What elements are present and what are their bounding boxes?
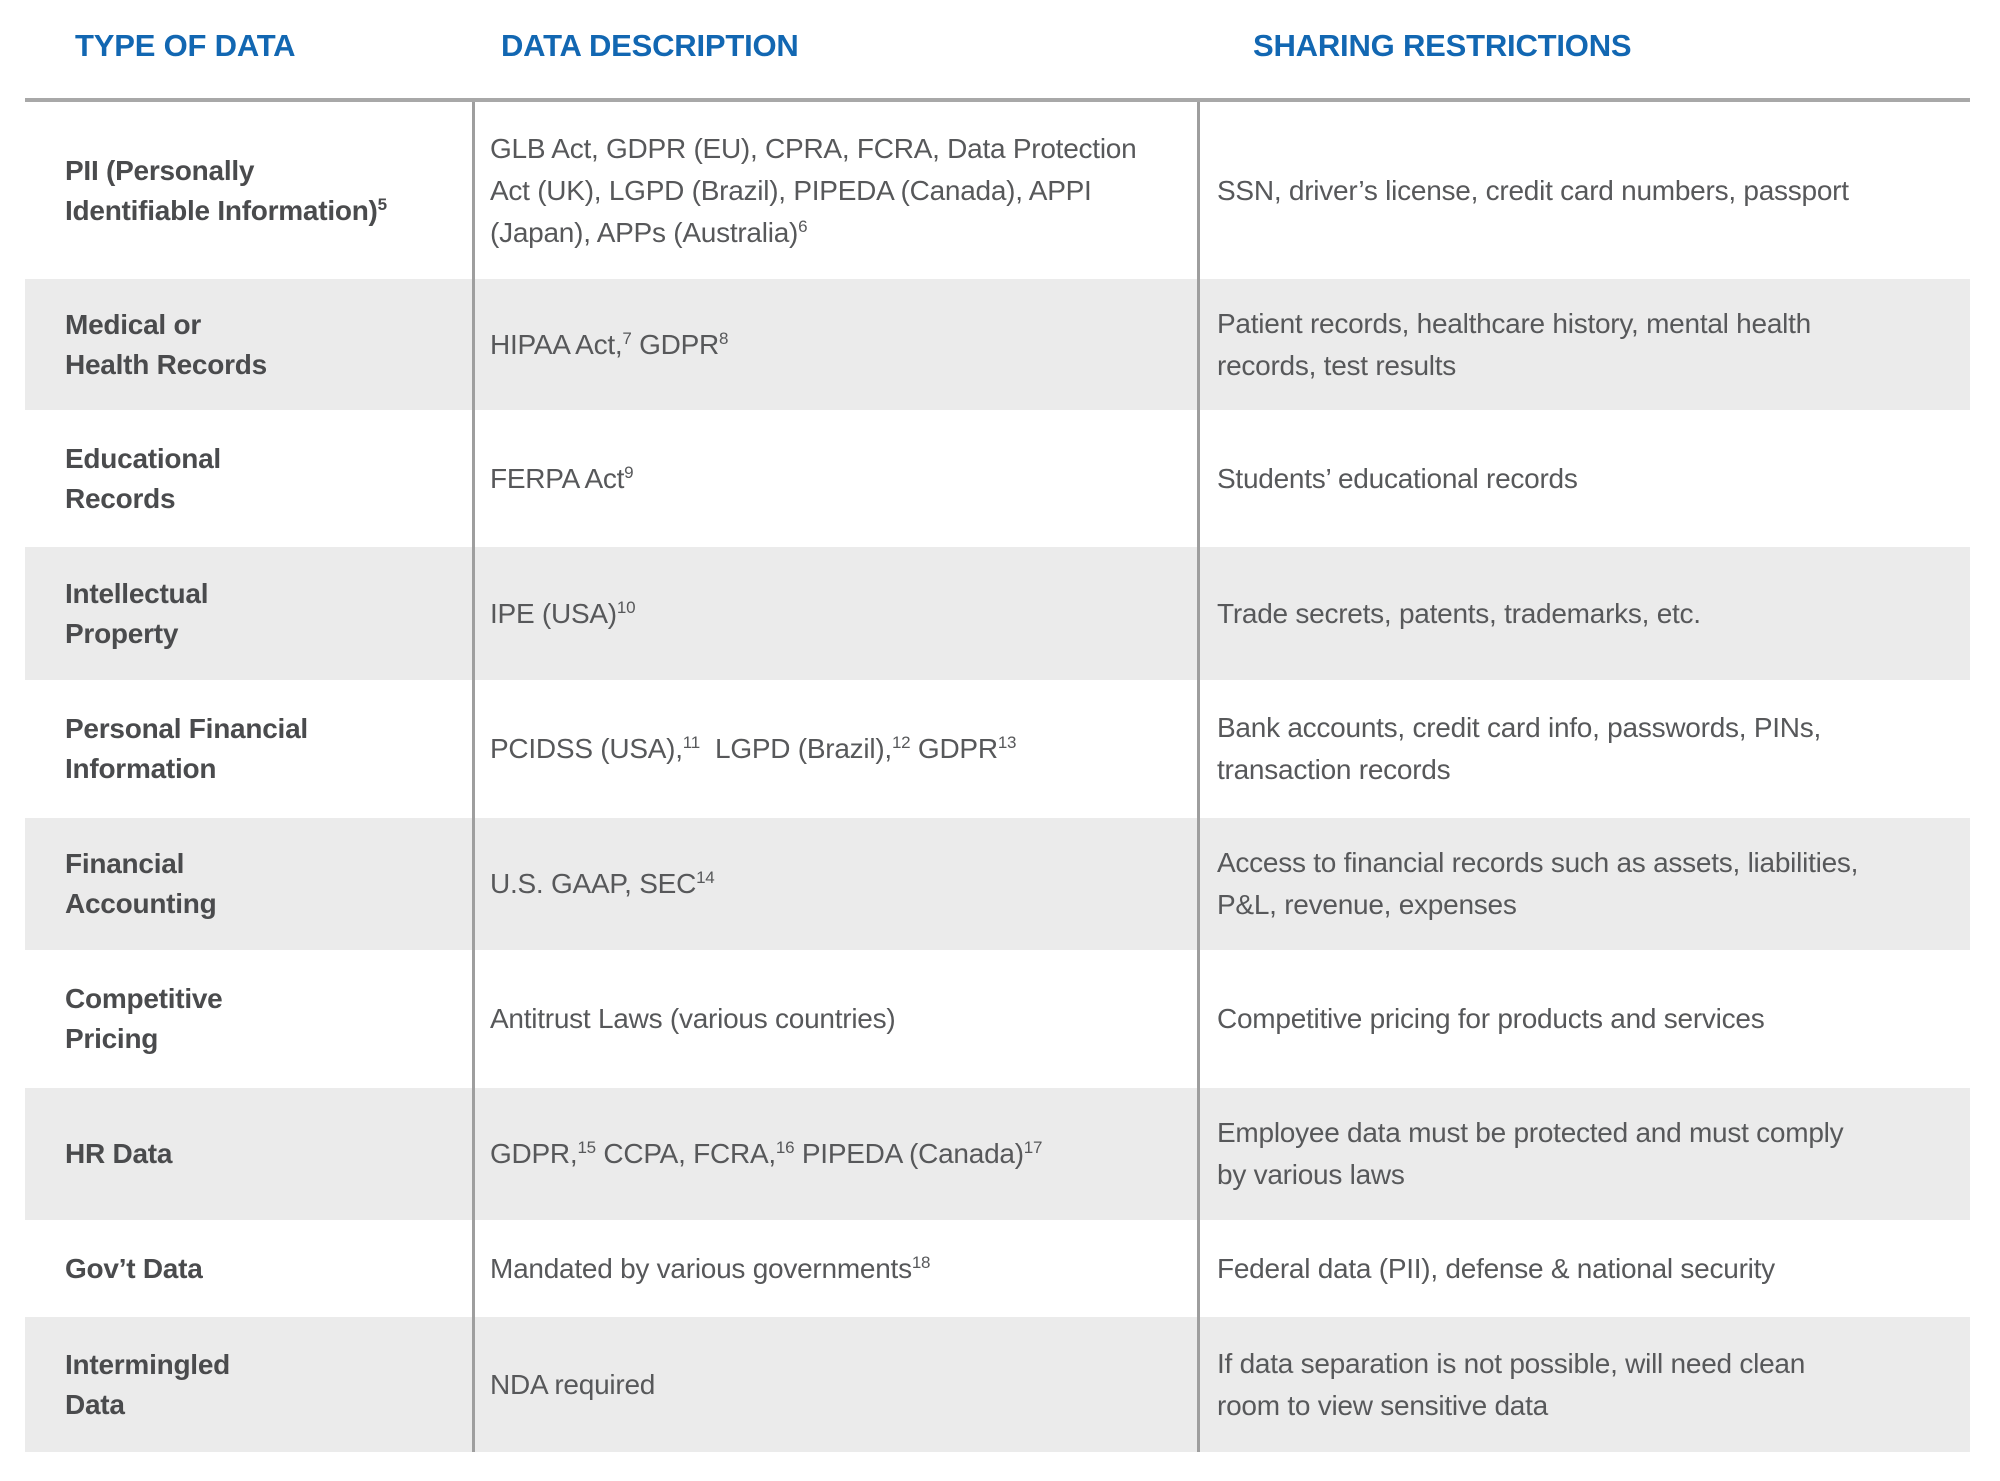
column-header-type-of-data: TYPE OF DATA — [75, 28, 296, 63]
table-row — [25, 410, 1970, 547]
sharing-restrictions-cell — [1197, 818, 1970, 950]
column-divider-line-1 — [472, 102, 475, 1452]
table-row — [25, 680, 1970, 818]
data-description-cell — [472, 818, 1197, 950]
type-of-data-text: Personal Financial Information — [65, 713, 308, 784]
data-description-cell — [472, 547, 1197, 680]
data-description-cell — [472, 1317, 1197, 1452]
data-description-text: HIPAA Act,$^7$ GDPR$^8$ — [490, 328, 729, 360]
data-description-cell — [472, 102, 1197, 279]
type-of-data-text: Medical or Health Records — [65, 308, 267, 380]
column-header-data-description: DATA DESCRIPTION — [501, 28, 799, 63]
data-description-cell — [472, 680, 1197, 818]
data-description-cell — [472, 410, 1197, 547]
data-description-text: GLB Act, GDPR (EU), CPRA, FCRA, Data Protection Act (UK), LGPD (Brazil), PIPEDA (Canada), APPI (Japan), APPs (Australia)$^6$ — [490, 132, 1137, 248]
data-description-cell — [472, 279, 1197, 410]
sharing-restrictions-cell — [1197, 680, 1970, 818]
sharing-restrictions-text: Patient records, healthcare history, mental health records, test results — [1217, 307, 1811, 381]
type-of-data-cell — [25, 1317, 472, 1452]
type-of-data-cell — [25, 410, 472, 547]
sharing-restrictions-text: Students’ educational records — [1217, 462, 1578, 494]
data-description-text: Mandated by various governments$^{18}$ — [490, 1252, 931, 1284]
data-description-text: IPE (USA)$^{10}$ — [490, 597, 636, 629]
type-of-data-text: Gov’t Data — [65, 1252, 203, 1284]
type-of-data-text: PII (Personally Identifiable Information)$^5$ — [65, 154, 387, 226]
sharing-restrictions-text: Employee data must be protected and must comply by various laws — [1217, 1117, 1844, 1190]
type-of-data-cell — [25, 950, 472, 1088]
sharing-restrictions-text: If data separation is not possible, will need clean room to view sensitive data — [1217, 1347, 1806, 1421]
table-row — [25, 1088, 1970, 1220]
table-row — [25, 1317, 1970, 1452]
type-of-data-text: Educational Records — [65, 442, 221, 514]
sharing-restrictions-text: Bank accounts, credit card info, passwords, PINs, transaction records — [1217, 712, 1822, 785]
type-of-data-cell — [25, 547, 472, 680]
type-of-data-text: Competitive Pricing — [65, 983, 223, 1054]
table-row — [25, 547, 1970, 680]
column-divider-line-2 — [1197, 102, 1200, 1452]
data-description-text: FERPA Act$^9$ — [490, 462, 634, 494]
sharing-restrictions-cell — [1197, 1220, 1970, 1317]
type-of-data-text: Intermingled Data — [65, 1348, 231, 1420]
type-of-data-text: Financial Accounting — [65, 848, 217, 919]
data-description-cell — [472, 1220, 1197, 1317]
table-body — [25, 98, 1970, 1452]
data-description-cell — [472, 1088, 1197, 1220]
type-of-data-cell — [25, 279, 472, 410]
table-header-row — [25, 0, 1970, 98]
column-header-sharing-restrictions: SHARING RESTRICTIONS — [1253, 28, 1632, 63]
type-of-data-text: Intellectual Property — [65, 577, 209, 649]
sharing-restrictions-text: Competitive pricing for products and services — [1217, 1003, 1765, 1034]
type-of-data-cell — [25, 818, 472, 950]
data-description-cell — [472, 950, 1197, 1088]
data-description-text: GDPR,$^{15}$ CCPA, FCRA,$^{16}$ PIPEDA (Canada)$^{17}$ — [490, 1138, 1043, 1169]
sharing-restrictions-text: Trade secrets, patents, trademarks, etc. — [1217, 597, 1701, 629]
sharing-restrictions-cell — [1197, 1088, 1970, 1220]
data-description-text: NDA required — [490, 1368, 656, 1400]
table-row — [25, 102, 1970, 279]
data-description-text: Antitrust Laws (various countries) — [490, 1003, 896, 1034]
sharing-restrictions-text: SSN, driver’s license, credit card numbers, passport — [1217, 174, 1849, 206]
table-row — [25, 818, 1970, 950]
sharing-restrictions-cell — [1197, 102, 1970, 279]
table-row — [25, 279, 1970, 410]
type-of-data-cell — [25, 680, 472, 818]
sharing-restrictions-text: Federal data (PII), defense & national security — [1217, 1252, 1775, 1284]
type-of-data-text: HR Data — [65, 1138, 173, 1169]
data-description-text: PCIDSS (USA),$^{11}$ LGPD (Brazil),$^{12}$ GDPR$^{13}$ — [490, 733, 1017, 764]
sharing-restrictions-cell — [1197, 410, 1970, 547]
sharing-restrictions-cell — [1197, 279, 1970, 410]
sharing-restrictions-cell — [1197, 950, 1970, 1088]
sharing-restrictions-cell — [1197, 1317, 1970, 1452]
type-of-data-cell — [25, 102, 472, 279]
data-description-text: U.S. GAAP, SEC$^{14}$ — [490, 868, 715, 899]
table-row — [25, 950, 1970, 1088]
sharing-restrictions-text: Access to financial records such as assets, liabilities, P&L, revenue, expenses — [1217, 847, 1859, 920]
type-of-data-cell — [25, 1088, 472, 1220]
sharing-restrictions-cell — [1197, 547, 1970, 680]
type-of-data-cell — [25, 1220, 472, 1317]
table-row — [25, 1220, 1970, 1317]
